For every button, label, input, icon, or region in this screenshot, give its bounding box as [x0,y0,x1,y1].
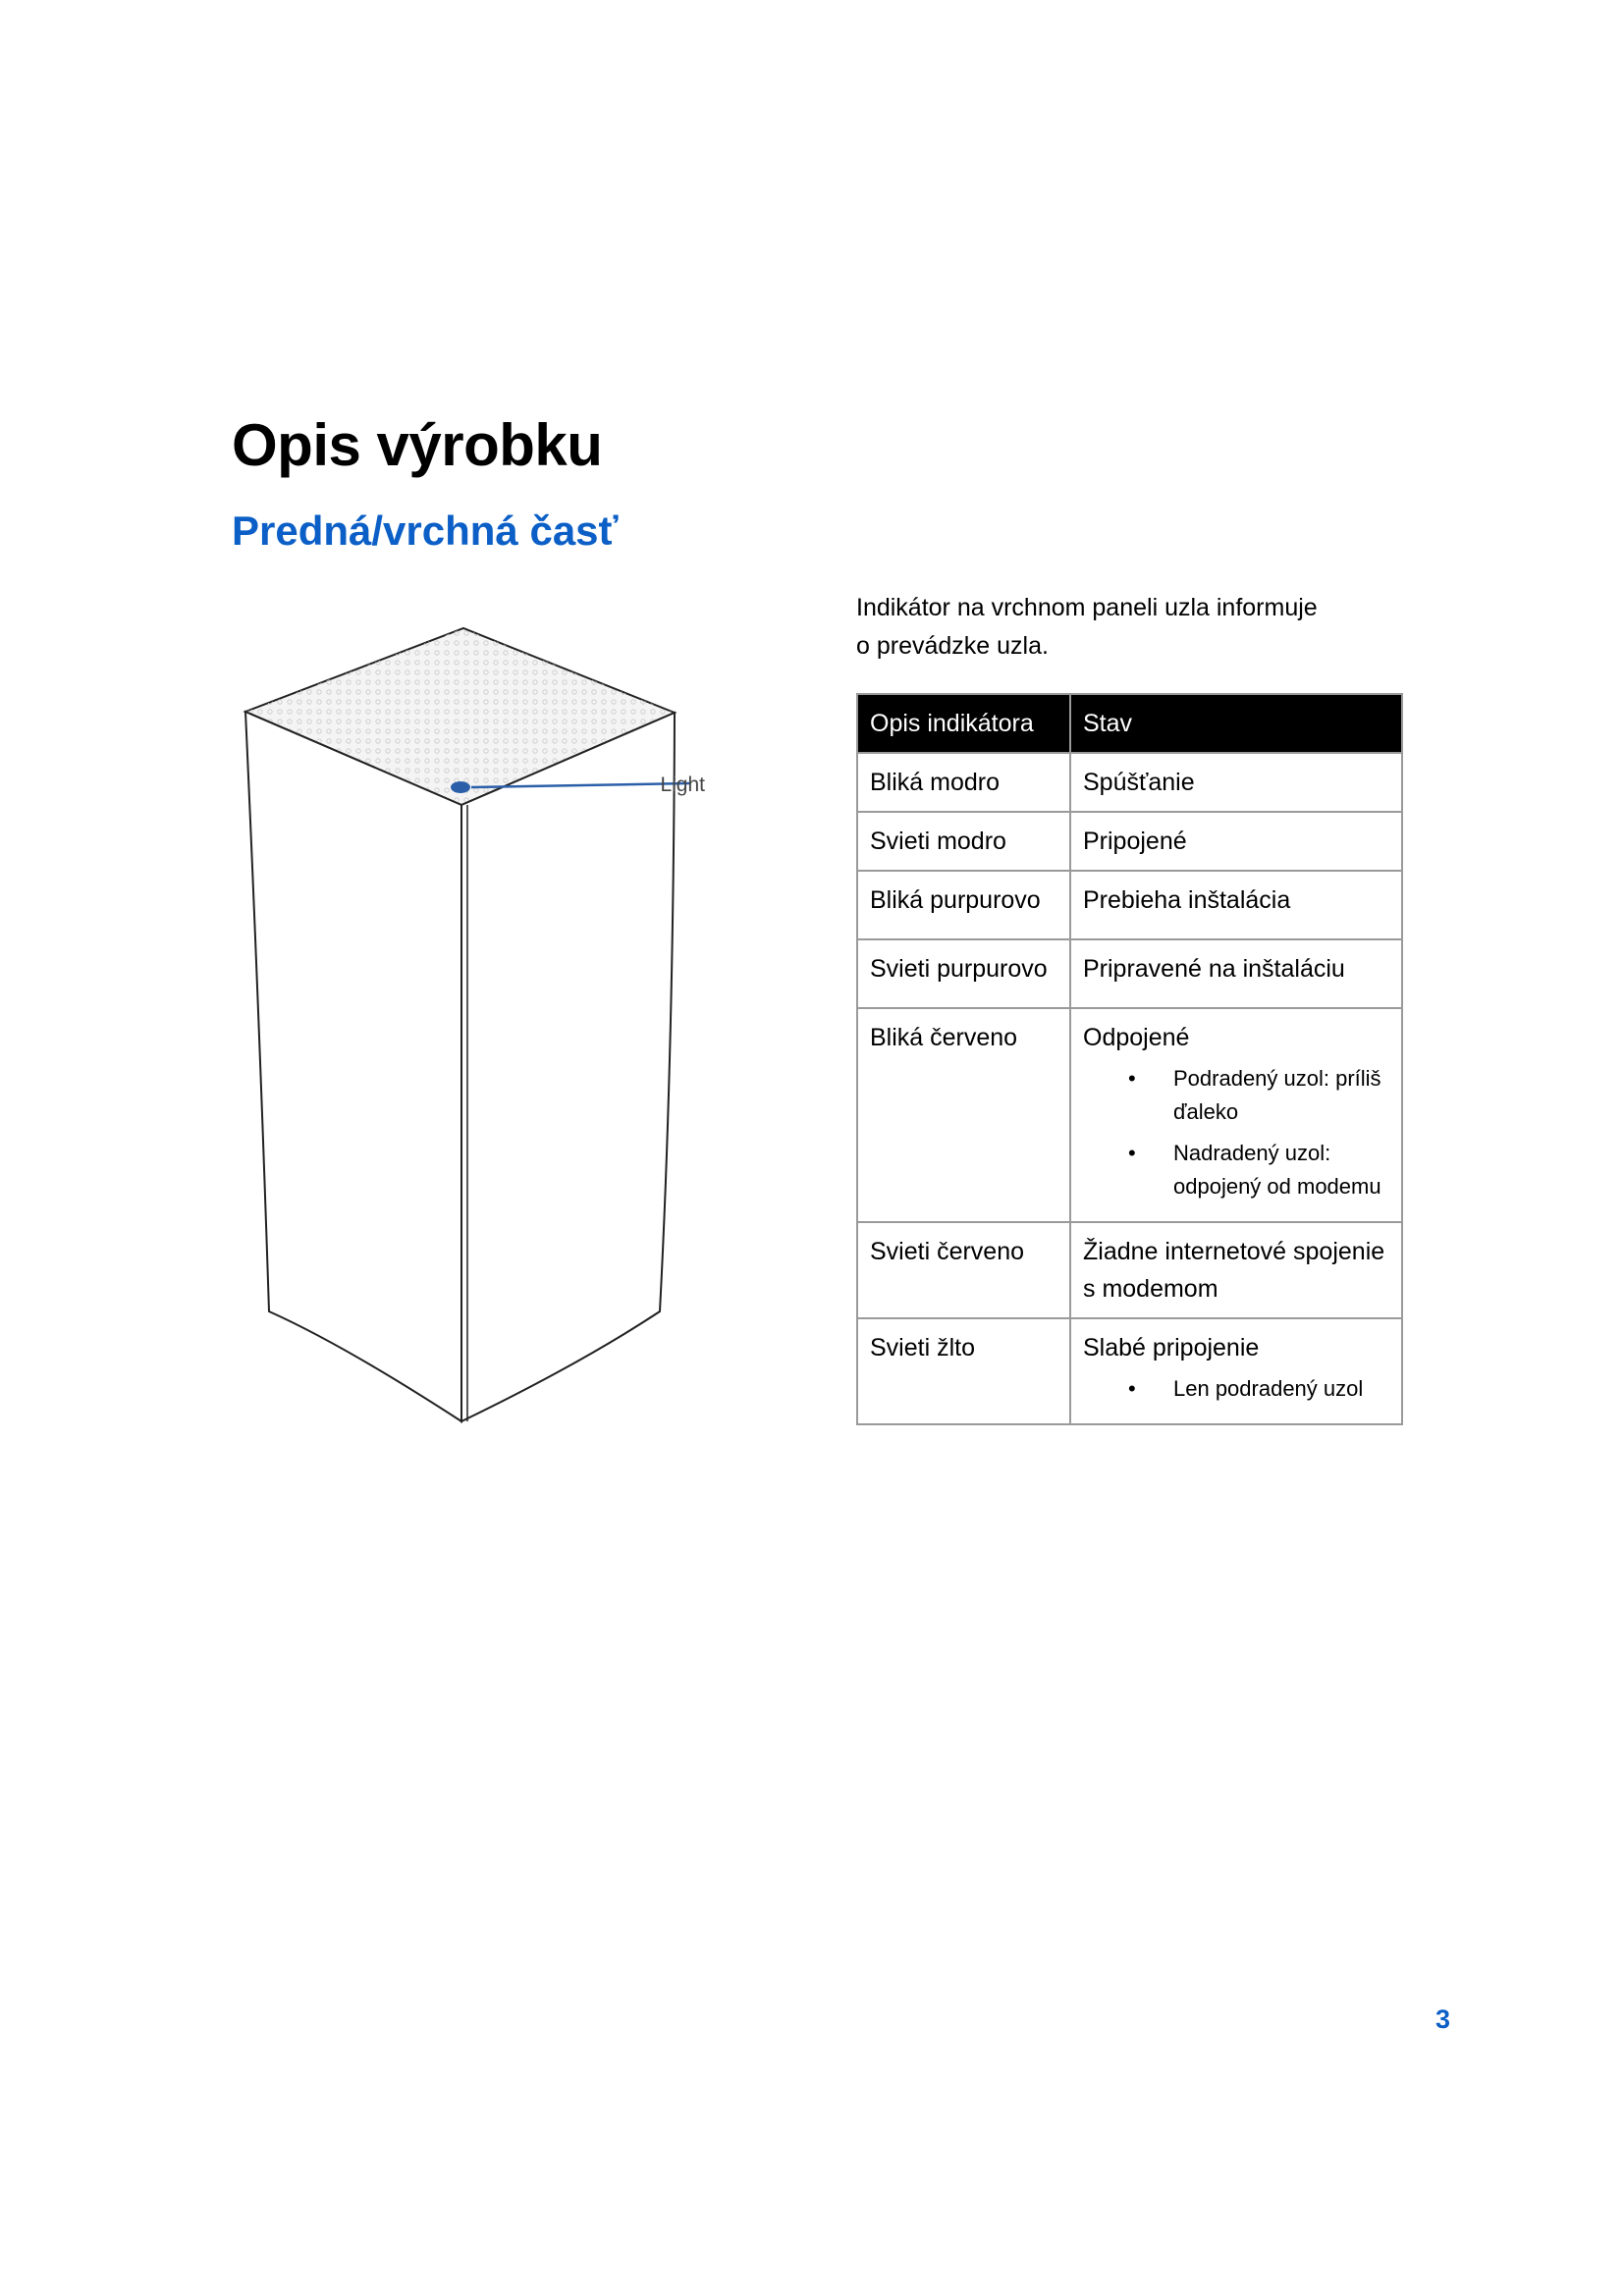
table-header-row [857,694,1402,753]
table-row [857,1008,1402,1222]
table-row [857,1222,1402,1318]
table-row [857,1318,1402,1424]
status-text: Odpojené [1083,1024,1190,1051]
status-bullet-list [1083,1372,1389,1406]
status-cell: Žiadne internetové spojenie s modemom [1070,1222,1402,1318]
page-number: 3 [1435,2004,1451,2034]
indicator-cell: Svieti červeno [857,1222,1070,1318]
table-header-indicator: Opis indikátora [857,694,1070,753]
table-row [857,753,1402,812]
node-device-illustration [236,618,727,1443]
table-row [857,871,1402,939]
table-row [857,939,1402,1008]
indicator-cell: Bliká purpurovo [857,871,1070,939]
indicator-cell: Svieti modro [857,812,1070,871]
status-cell [1070,1318,1402,1424]
indicator-cell: Bliká červeno [857,1008,1070,1222]
indicator-cell: Svieti žlto [857,1318,1070,1424]
status-cell: Spúšťanie [1070,753,1402,812]
status-cell: Pripojené [1070,812,1402,871]
indicator-cell: Svieti purpurovo [857,939,1070,1008]
list-item: • Nadradený uzol: odpojený od modemu [1173,1137,1389,1203]
device-left-face [245,712,461,1421]
section-title: Predná/vrchná časť [232,507,619,554]
status-cell [1070,1008,1402,1222]
status-cell: Prebieha inštalácia [1070,871,1402,939]
status-text: Slabé pripojenie [1083,1334,1260,1362]
page-title: Opis výrobku [232,412,603,478]
list-item: • Podradený uzol: príliš ďaleko [1173,1062,1389,1129]
status-cell: Pripravené na inštaláciu [1070,939,1402,1008]
device-right-face [461,713,675,1421]
table-row [857,812,1402,871]
light-indicator-icon [451,781,470,793]
intro-line-2: o prevádzke uzla. [856,632,1049,660]
intro-line-1: Indikátor na vrchnom paneli uzla informuje [856,594,1318,621]
list-item: • Len podradený uzol [1173,1372,1389,1406]
led-status-table [856,693,1403,1425]
intro-text [856,589,1406,666]
status-bullet-list [1083,1062,1389,1203]
table-header-status: Stav [1070,694,1402,753]
light-label: Light [660,774,705,796]
indicator-cell: Bliká modro [857,753,1070,812]
